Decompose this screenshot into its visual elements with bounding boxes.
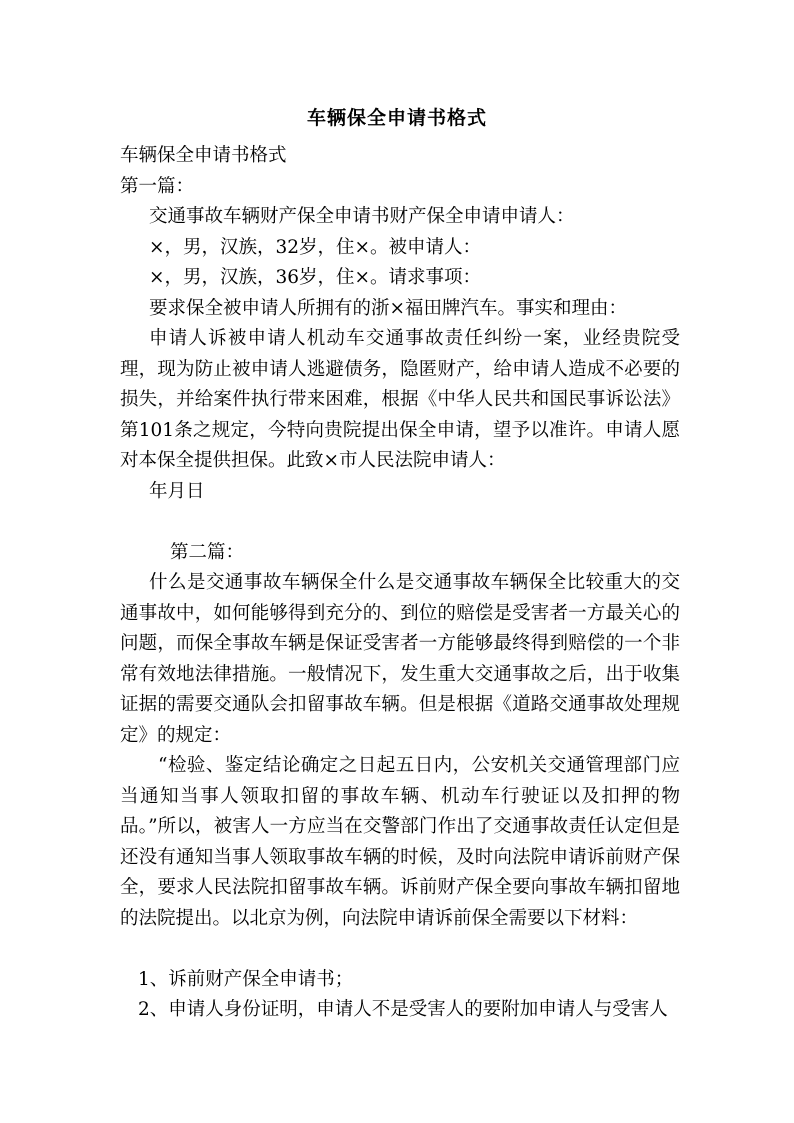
list-item: 1、诉前财产保全申请书； <box>138 968 354 990</box>
part1-paragraph: ×，男，汉族，36岁，住×。请求事项： <box>149 267 482 288</box>
document-title: 车辆保全申请书格式 <box>306 107 487 129</box>
part1-paragraph: ×，男，汉族，32岁，住×。被申请人： <box>149 236 482 258</box>
list-item: 2、申请人身份证明，申请人不是受害人的要附加申请人与受害人 <box>138 999 668 1020</box>
blank-line <box>120 507 680 538</box>
part2-heading: 第二篇： <box>170 541 245 563</box>
part1-paragraph: 交通事故车辆财产保全申请书财产保全申请申请人： <box>149 206 575 227</box>
blank-line <box>120 934 680 965</box>
part2-paragraph: “检验、鉴定结论确定之日起五日内，公安机关交通管理部门应当通知当事人领取扣留的事故车辆、机动车行驶证以及扣押的物品。”所以，被害人一方应当在交警部门作出了交通事故责任认定但是还没有通知当事人领取事故车辆的时候，及时向法院申请诉前财产保全，要求人民法院扣留事故车辆。诉前财产保全要向事故车辆扣留地的法院提出。以北京为例，向法院申请诉前保全需要以下材料： <box>120 755 680 929</box>
document-body <box>120 141 680 1026</box>
document-subtitle: 车辆保全申请书格式 <box>120 145 287 166</box>
part1-paragraph: 要求保全被申请人所拥有的浙×福田牌汽车。事实和理由： <box>149 297 628 319</box>
part1-heading: 第一篇： <box>120 175 195 197</box>
part2-paragraph: 什么是交通事故车辆保全什么是交通事故车辆保全比较重大的交通事故中，如何能够得到充分的、到位的赔偿是受害者一方最关心的问题，而保全事故车辆是保证受害者一方能够最终得到赔偿的一个非常有效地法律措施。一般情况下，发生重大交通事故之后，出于收集证据的需要交通队会扣留事故车辆。但是根据《道路交通事故处理规定》的规定： <box>120 572 680 746</box>
part1-paragraph: 申请人诉被申请人机动车交通事故责任纠纷一案，业经贵院受理，现为防止被申请人逃避债务，隐匿财产，给申请人造成不必要的损失，并给案件执行带来困难，根据《中华人民共和国民事诉讼法》第101条之规定，今特向贵院提出保全申请，望予以准许。申请人愿对本保全提供担保。此致×市人民法院申请人： <box>120 328 680 471</box>
part1-date-line: 年月日 <box>149 480 205 502</box>
